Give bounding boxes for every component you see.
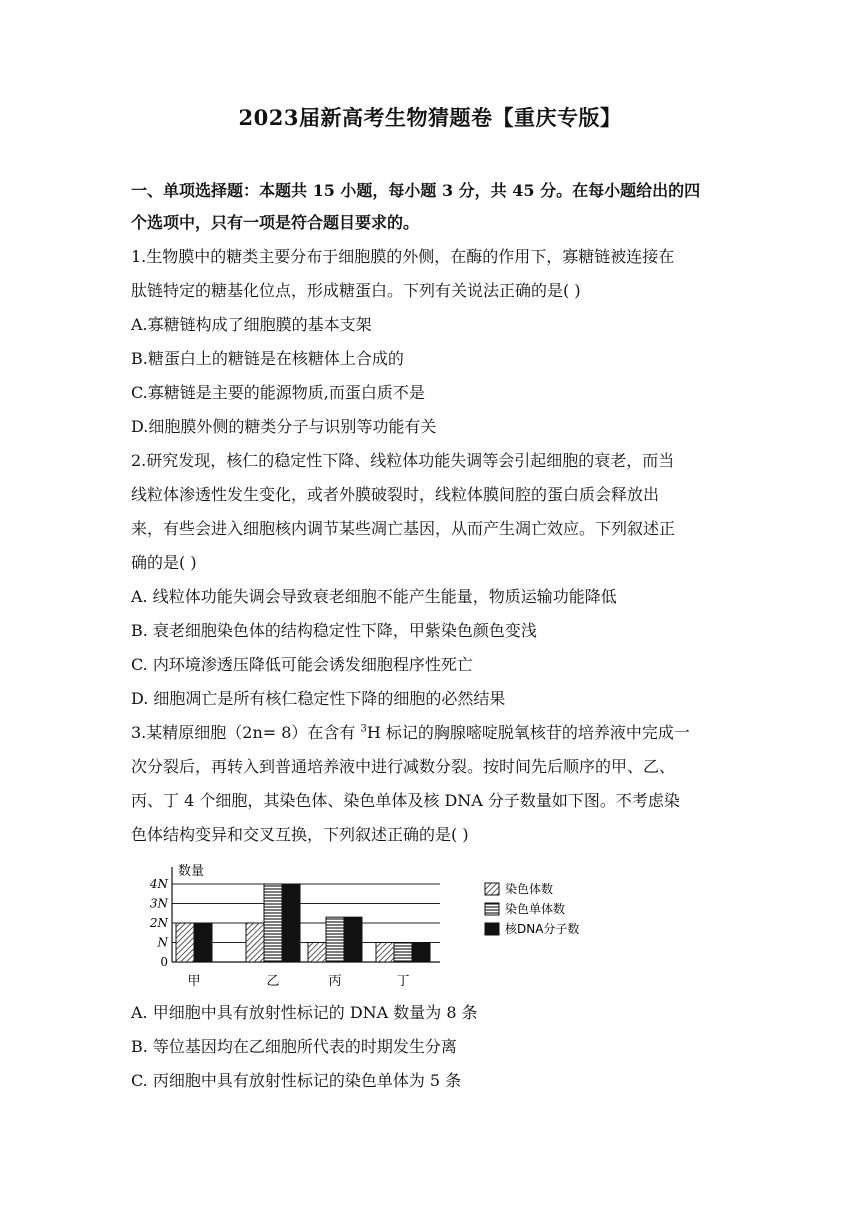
q1-option-c: C.寡糖链是主要的能源物质,而蛋白质不是: [131, 383, 425, 402]
q3-bar-chart: [140, 855, 610, 995]
bar: [326, 917, 344, 962]
section-heading-line2: 个选项中，只有一项是符合题目要求的。: [131, 213, 420, 232]
q1-option-a: A.寡糖链构成了细胞膜的基本支架: [131, 315, 372, 334]
q3-stem-line2: 次分裂后，再转入到普通培养液中进行减数分裂。按时间先后顺序的甲、乙、: [131, 757, 676, 776]
bar: [394, 943, 412, 963]
bar: [246, 923, 264, 962]
bar: [176, 923, 194, 962]
page-title: 2023届新高考生物猜题卷【重庆专版】: [238, 105, 622, 130]
q3-stem-line3: 丙、丁 4 个细胞，其染色体、染色单体及核 DNA 分子数量如下图。不考虑染: [131, 791, 680, 810]
legend-label: 核DNA分子数: [505, 922, 580, 936]
y-tick-label: 3N: [149, 896, 168, 911]
x-tick-label: 丁: [396, 974, 410, 989]
x-tick-label: 丙: [328, 974, 342, 989]
y-axis-label: 数量: [178, 864, 205, 879]
x-tick-label: 甲: [187, 974, 201, 989]
q2-stem-line4: 确的是( ): [131, 553, 197, 572]
bar: [308, 943, 326, 963]
y-tick-label: 2N: [149, 916, 168, 930]
q1-stem-line2: 肽链特定的糖基化位点，形成糖蛋白。下列有关说法正确的是( ): [131, 281, 581, 300]
q2-stem-line2: 线粒体渗透性发生变化，或者外膜破裂时，线粒体膜间腔的蛋白质会释放出: [131, 485, 660, 504]
q2-option-d: D. 细胞凋亡是所有核仁稳定性下降的细胞的必然结果: [131, 689, 506, 708]
legend-label: 染色单体数: [505, 902, 566, 916]
q3-option-c: C. 丙细胞中具有放射性标记的染色单体为 5 条: [131, 1071, 462, 1090]
x-tick-label: 乙: [266, 974, 280, 989]
q2-stem-line3: 来，有些会进入细胞核内调节某些凋亡基因，从而产生凋亡效应。下列叙述正: [131, 519, 676, 538]
bar: [412, 943, 430, 963]
q1-stem-line1: 1.生物膜中的糖类主要分布于细胞膜的外侧，在酶的作用下，寡糖链被连接在: [131, 247, 675, 266]
chart-svg: [140, 855, 610, 995]
q3-option-a: A. 甲细胞中具有放射性标记的 DNA 数量为 8 条: [131, 1003, 478, 1022]
bar: [194, 923, 212, 962]
q3-option-b: B. 等位基因均在乙细胞所代表的时期发生分离: [131, 1037, 457, 1056]
legend-swatch: [485, 883, 499, 895]
q1-option-d: D.细胞膜外侧的糖类分子与识别等功能有关: [131, 417, 437, 436]
y-tick-label: 4N: [149, 877, 168, 891]
q1-option-b: B.糖蛋白上的糖链是在核糖体上合成的: [131, 349, 404, 368]
section-heading-line1: 一、单项选择题：本题共 15 小题，每小题 3 分，共 45 分。在每小题给出的四: [131, 181, 701, 200]
legend-label: 染色体数: [505, 882, 554, 896]
q2-option-a: A. 线粒体功能失调会导致衰老细胞不能产生能量，物质运输功能降低: [131, 587, 617, 606]
q3-superscript: 3: [360, 723, 367, 735]
legend-swatch: [485, 903, 499, 915]
q2-option-c: C. 内环境渗透压降低可能会诱发细胞程序性死亡: [131, 655, 473, 674]
bar: [282, 884, 300, 962]
q3-stem-line1-pre: 3.某精原细胞（2n= 8）在含有: [131, 723, 361, 742]
y-tick-label: N: [157, 935, 168, 950]
bar: [264, 884, 282, 962]
y-tick-label: 0: [160, 955, 168, 969]
q3-stem-line4: 色体结构变异和交叉互换，下列叙述正确的是( ): [131, 825, 469, 844]
bar: [344, 917, 362, 962]
legend-swatch: [485, 923, 499, 935]
q3-stem-line1-post: H 标记的胸腺嘧啶脱氧核苷的培养液中完成一: [366, 723, 690, 742]
q2-option-b: B. 衰老细胞染色体的结构稳定性下降，甲紫染色颜色变浅: [131, 621, 537, 640]
q3-stem-line1: [131, 722, 690, 744]
bar: [376, 943, 394, 963]
q2-stem-line1: 2.研究发现，核仁的稳定性下降、线粒体功能失调等会引起细胞的衰老，而当: [131, 451, 675, 470]
